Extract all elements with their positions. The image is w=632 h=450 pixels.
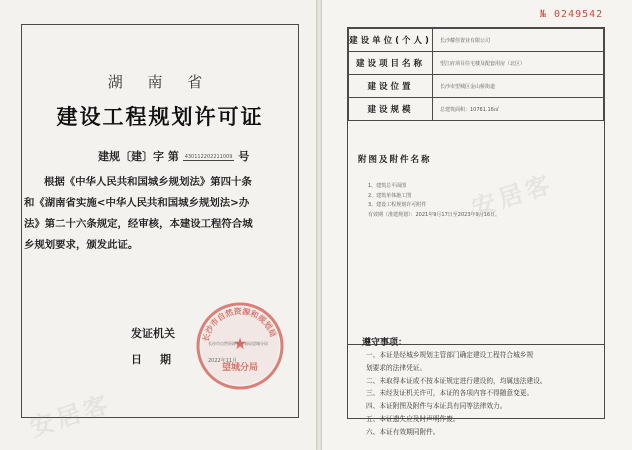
svg-text:望城分局: 望城分局 xyxy=(221,363,259,373)
watermark: 安居客 xyxy=(26,389,116,443)
list-item: 有效期（准建规划）：2021年9月17日至2023年9月16日。 xyxy=(368,211,501,218)
row-label: 建设单位(个人) xyxy=(349,29,433,52)
row-label: 建设项目名称 xyxy=(349,52,433,75)
certificate-title: 建设工程规划许可证 xyxy=(56,105,264,129)
certificate-number xyxy=(98,148,249,164)
list-item: 1、建筑总平面图 xyxy=(368,183,407,189)
row-value: 长沙耀佳置业有限公司 xyxy=(433,29,604,52)
body-paragraph: 根据《中华人民共和国城乡规划法》第四十条和《湖南省实施<中华人民共和国城乡规划法>办法》第二十六条规定，经审核，本建设工程符合城乡规划要求，颁发此证。 xyxy=(24,176,253,251)
notice-list xyxy=(366,349,596,439)
cert-no-value: 430112202211009 xyxy=(184,153,233,160)
list-item: 四、本证附图及附件与本证具有同等法律效力。 xyxy=(366,402,507,411)
table-row xyxy=(349,29,604,52)
list-item: 一、本证是经城乡规划主管部门确定建设工程符合城乡规 xyxy=(366,351,534,359)
row-label: 建设位置 xyxy=(349,75,433,98)
list-item: 2、建筑单体施工图 xyxy=(368,192,412,199)
watermark: 安居客 xyxy=(468,169,558,223)
table-row xyxy=(349,75,604,98)
project-info-table xyxy=(348,28,604,121)
province-heading: 湖 南 省 xyxy=(107,73,213,91)
list-item: 六、本证有效期同附件。 xyxy=(366,427,440,436)
svg-text:长沙市自然资源和规划局: 长沙市自然资源和规划局 xyxy=(201,306,278,343)
table-row xyxy=(349,52,604,75)
list-item: 划要求的法律凭证。 xyxy=(366,363,427,372)
serial-number: № 0249542 xyxy=(540,9,604,20)
attachments-list xyxy=(368,182,500,220)
cert-no-suffix: 号 xyxy=(238,150,250,163)
cert-no-prefix: 建规〔建〕字 第 xyxy=(98,150,179,163)
list-item: 3、建设工程规划许可附件 xyxy=(368,202,427,208)
right-frame xyxy=(347,27,605,436)
book-spine xyxy=(316,0,322,450)
row-value: 总建筑面积：10761.16㎡ xyxy=(433,98,604,121)
attachments-section xyxy=(348,143,604,345)
svg-text:★: ★ xyxy=(232,334,248,353)
row-label: 建设规模 xyxy=(349,98,433,121)
list-item: 三、未经发证机关许可，本证的各项内容不得随意变更。 xyxy=(366,389,534,398)
date-label: 日期 xyxy=(131,353,189,366)
issuer-label: 发证机关 xyxy=(131,327,175,340)
row-value: 望江府项目住宅楼及配套用房（北区） xyxy=(433,52,604,75)
table-row xyxy=(349,98,604,121)
list-item: 五、本证遗失应及时声明作废。 xyxy=(366,414,460,423)
list-item: 二、未取得本证或不按本证规定进行建设的，均属违法建设。 xyxy=(366,376,547,385)
notice-title: 遵守事项： xyxy=(362,338,408,348)
certificate-body xyxy=(24,172,258,256)
attachments-title: 附图及附件名称 xyxy=(358,155,432,165)
official-seal xyxy=(194,300,286,392)
row-value: 长沙市望城区金山桥街道 xyxy=(433,75,604,98)
